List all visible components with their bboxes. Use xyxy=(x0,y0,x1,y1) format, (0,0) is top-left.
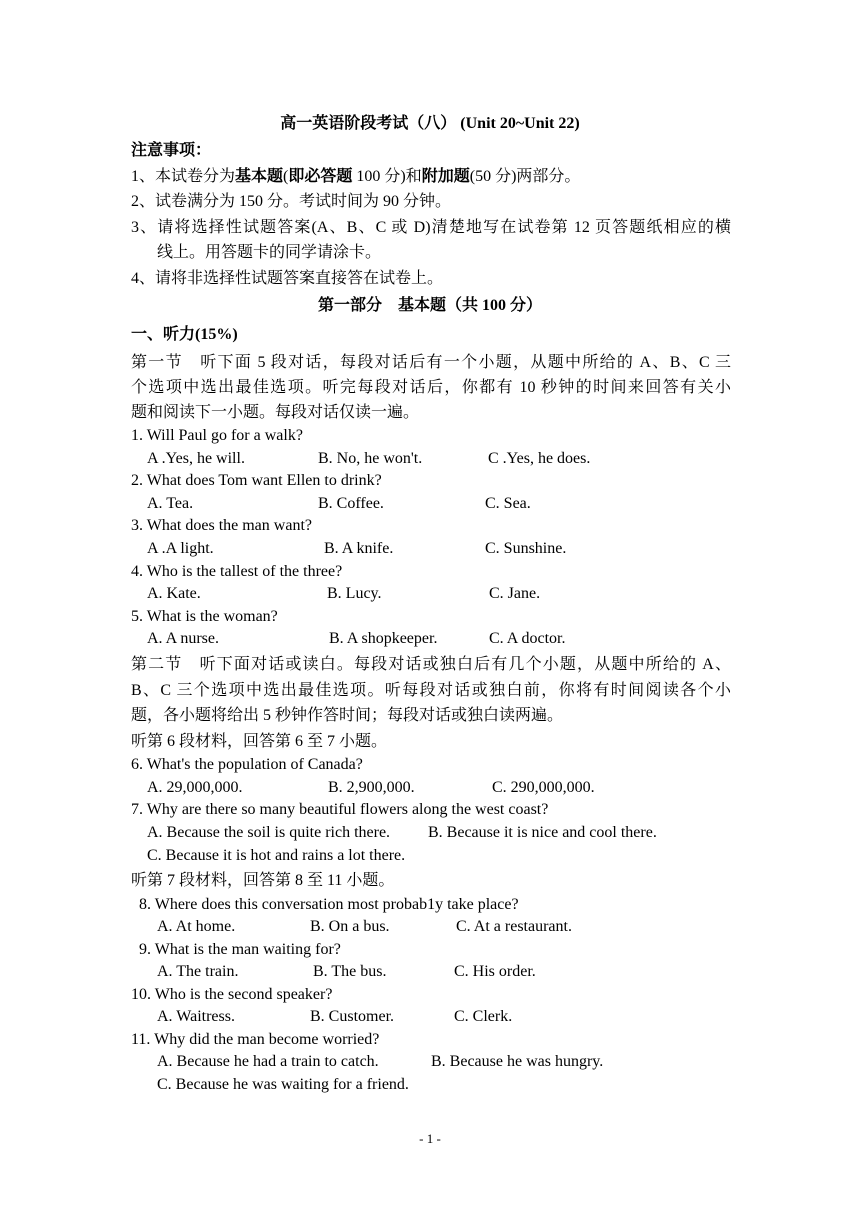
notice-score-text: 100 分)和 xyxy=(352,168,422,185)
notice-paren: ( xyxy=(283,168,289,185)
question-10: 10. Who is the second speaker? xyxy=(131,986,333,1003)
q3-option-c: C. Sunshine. xyxy=(485,540,567,557)
notice-required-label: 即必答题 xyxy=(288,168,353,185)
section1-line-1: 第一节 听下面 5 段对话，每段对话后有一个小题，从题中所给的 A、B、C 三 xyxy=(131,354,731,371)
q9-option-b: B. The bus. xyxy=(313,963,387,980)
q7-option-c: C. Because it is hot and rains a lot there. xyxy=(147,847,406,864)
q10-option-b: B. Customer. xyxy=(310,1008,395,1025)
exam-title: 高一英语阶段考试（八） (Unit 20~Unit 22) xyxy=(280,115,580,132)
notice-item-1-text: 1、本试卷分为 xyxy=(131,168,236,185)
question-7: 7. Why are there so many beautiful flowers along the west coast? xyxy=(131,801,549,818)
question-3: 3. What does the man want? xyxy=(131,517,312,534)
q3-option-b: B. A knife. xyxy=(324,540,394,557)
question-9: 9. What is the man waiting for? xyxy=(139,941,341,958)
q4-option-b: B. Lucy. xyxy=(327,585,382,602)
section2-line-3: 题，各小题将给出 5 秒钟作答时间；每段对话或独白读两遍。 xyxy=(131,707,564,724)
q5-option-a: A. A nurse. xyxy=(147,630,219,647)
material-6-instruction: 听第 6 段材料，回答第 6 至 7 小题。 xyxy=(131,733,388,750)
q11-option-a: A. Because he had a train to catch. xyxy=(157,1053,379,1070)
q3-option-a: A .A light. xyxy=(147,540,214,557)
q2-option-c: C. Sea. xyxy=(485,495,531,512)
q4-option-c: C. Jane. xyxy=(489,585,541,602)
q7-option-b: B. Because it is nice and cool there. xyxy=(428,824,657,841)
q6-option-b: B. 2,900,000. xyxy=(328,779,415,796)
q10-option-a: A. Waitress. xyxy=(157,1008,235,1025)
notice-item-1 xyxy=(131,167,580,187)
part1-heading: 第一部分 基本题（共 100 分） xyxy=(317,297,542,314)
listening-heading: 一、听力(15%) xyxy=(131,326,238,343)
question-11: 11. Why did the man become worried? xyxy=(131,1031,380,1048)
notice-item-3-line-1: 3、请将选择性试题答案(A、B、C 或 D)清楚地写在试卷第 12 页答题纸相应的横 xyxy=(131,219,731,236)
notice-tail-text: (50 分)两部分。 xyxy=(469,168,581,185)
q11-option-c: C. Because he was waiting for a friend. xyxy=(157,1076,409,1093)
notice-heading: 注意事项： xyxy=(131,142,212,159)
question-6: 6. What's the population of Canada? xyxy=(131,756,363,773)
q1-option-c: C .Yes, he does. xyxy=(488,450,591,467)
section1-line-3: 题和阅读下一小题。每段对话仅读一遍。 xyxy=(131,404,420,421)
question-2: 2. What does Tom want Ellen to drink? xyxy=(131,472,382,489)
q5-option-c: C. A doctor. xyxy=(489,630,566,647)
section1-line-2: 个选项中选出最佳选项。听完每段对话后，你都有 10 秒钟的时间来回答有关小 xyxy=(131,379,731,396)
notice-item-3-line-2: 线上。用答题卡的同学请涂卡。 xyxy=(157,244,382,261)
q7-option-a: A. Because the soil is quite rich there. xyxy=(147,824,391,841)
q9-option-a: A. The train. xyxy=(157,963,239,980)
q8-option-c: C. At a restaurant. xyxy=(456,918,572,935)
q8-option-b: B. On a bus. xyxy=(310,918,390,935)
q1-option-a: A .Yes, he will. xyxy=(147,450,245,467)
section2-line-2: B、C 三个选项中选出最佳选项。听每段对话或独白前，你将有时间阅读各个小 xyxy=(131,682,731,699)
q1-option-b: B. No, he won't. xyxy=(318,450,423,467)
question-1: 1. Will Paul go for a walk? xyxy=(131,427,303,444)
q10-option-c: C. Clerk. xyxy=(454,1008,513,1025)
question-4: 4. Who is the tallest of the three? xyxy=(131,563,343,580)
q6-option-c: C. 290,000,000. xyxy=(492,779,595,796)
q6-option-a: A. 29,000,000. xyxy=(147,779,243,796)
notice-bonus-label: 附加题 xyxy=(421,168,470,185)
q4-option-a: A. Kate. xyxy=(147,585,201,602)
q2-option-b: B. Coffee. xyxy=(318,495,384,512)
q11-option-b: B. Because he was hungry. xyxy=(431,1053,604,1070)
q2-option-a: A. Tea. xyxy=(147,495,194,512)
page-number: - 1 - xyxy=(419,1131,441,1146)
question-8: 8. Where does this conversation most probab1y take place? xyxy=(139,896,519,913)
notice-item-2: 2、试卷满分为 150 分。考试时间为 90 分钟。 xyxy=(131,193,452,210)
notice-item-4: 4、请将非选择性试题答案直接答在试卷上。 xyxy=(131,270,444,287)
notice-basic-label: 基本题 xyxy=(235,168,284,185)
q9-option-c: C. His order. xyxy=(454,963,536,980)
question-5: 5. What is the woman? xyxy=(131,608,278,625)
q5-option-b: B. A shopkeeper. xyxy=(329,630,438,647)
material-7-instruction: 听第 7 段材料，回答第 8 至 11 小题。 xyxy=(131,872,395,889)
q8-option-a: A. At home. xyxy=(157,918,236,935)
section2-line-1: 第二节 听下面对话或读白。每段对话或独白后有几个小题，从题中所给的 A、 xyxy=(131,656,731,673)
